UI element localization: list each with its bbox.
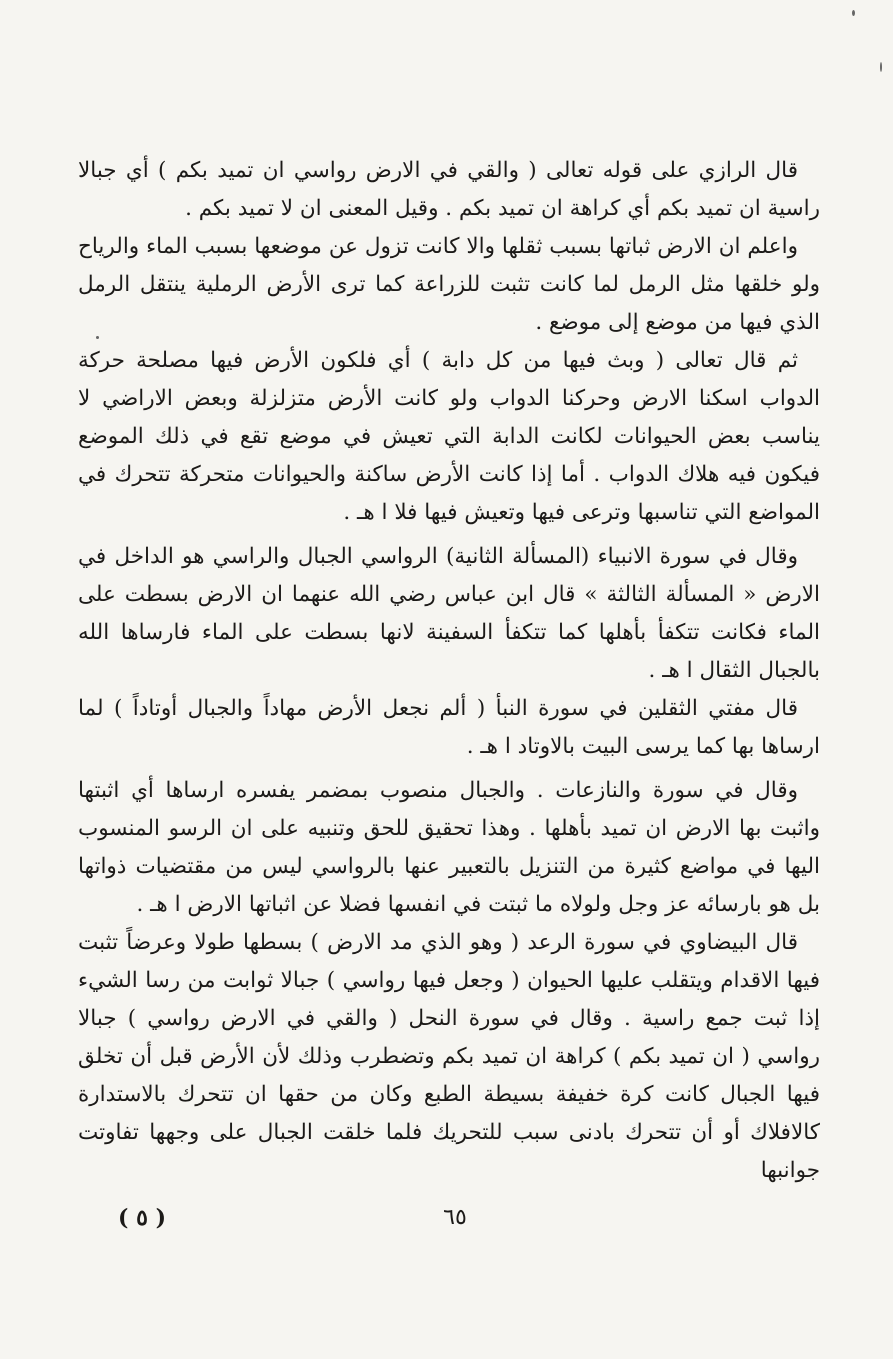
- paragraph-earth-stability: واعلم ان الارض ثباتها بسبب ثقلها والا كانت تزول عن موضعها بسبب الماء والرياح ولو خلقها مثل الرمل لما كانت تثبت للزراعة كما ترى الأرض الرملية ينتقل الرمل الذي فيها من موضع إلى موضع .: [78, 234, 820, 335]
- page-footer: [0, 1200, 893, 1236]
- paragraph-anbiya: وقال في سورة الانبياء (المسألة الثانية) الرواسي الجبال والراسي هو الداخل في الارض « المسألة الثالثة » قال ابن عباس رضي الله عنهما ان الارض بسطت على الماء فكانت تتكفأ بأهلها كما تتكفأ السفينة لانها بسطت على الماء فارساها الله بالجبال الثقال ا هـ .: [78, 544, 820, 683]
- page-number: ٦٥: [443, 1205, 467, 1230]
- signature-mark: ( ٥ ): [118, 1205, 166, 1231]
- scan-speck: [880, 62, 882, 72]
- paragraph-animals: ثم قال تعالى ( وبث فيها من كل دابة ) أي فلكون الأرض فيها مصلحة حركة الدواب اسكنا الارض وحركنا الدواب ولو كانت الأرض متزلزلة وبعض الاراضي لا يناسب بعض الحيوانات لكانت الدابة التي تعيش في موضع تقع في ذلك الموضع فيكون فيه هلاك الدواب . أما إذا كانت الأرض ساكنة والحيوانات متحركة تتحرك في المواضع التي تناسبها وترعى فيها وتعيش فيها فلا ا هـ .: [78, 348, 820, 525]
- paragraph-naziat: وقال في سورة والنازعات . والجبال منصوب بمضمر يفسره ارساها أي اثبتها واثبت بها الارض ان تميد بأهلها . وهذا تحقيق للحق وتنبيه على ان الرسو المنسوب اليها في مواضع كثيرة من التنزيل بالتعبير عنها بالرواسي ليس من مقتضيات ذواتها بل هو بارسائه عز وجل ولولاه ما ثبتت في انفسها فضلا عن اثباتها الارض ا هـ .: [78, 778, 820, 917]
- body-text: [78, 152, 820, 1190]
- paragraph-razi: قال الرازي على قوله تعالى ( والقي في الارض رواسي ان تميد بكم ) أي جبالا راسية ان تميد بكم أي كراهة ان تميد بكم . وقيل المعنى ان لا تميد بكم .: [78, 158, 820, 221]
- scan-speck: [96, 336, 99, 339]
- scan-speck: [852, 10, 855, 16]
- paragraph-naba: قال مفتي الثقلين في سورة النبأ ( ألم نجعل الأرض مهاداً والجبال أوتاداً ) لما ارساها بها كما يرسى البيت بالاوتاد ا هـ .: [78, 696, 820, 759]
- paragraph-baydawi: قال البيضاوي في سورة الرعد ( وهو الذي مد الارض ) بسطها طولا وعرضاً تثبت فيها الاقدام ويتقلب عليها الحيوان ( وجعل فيها رواسي ) جبالا ثوابت من رسا الشيء إذا ثبت جمع راسية . وقال في سورة النحل ( والقي في الارض رواسي ) جبالا رواسي ( ان تميد بكم ) كراهة ان تميد بكم وتضطرب وذلك لأن الأرض قبل أن تخلق فيها الجبال كانت كرة خفيفة بسيطة الطبع وكان من حقها ان تتحرك بالاستدارة كالافلاك أو أن تتحرك بادنى سبب للتحريك فلما خلقت الجبال على وجهها تفاوتت جوانبها: [78, 930, 820, 1183]
